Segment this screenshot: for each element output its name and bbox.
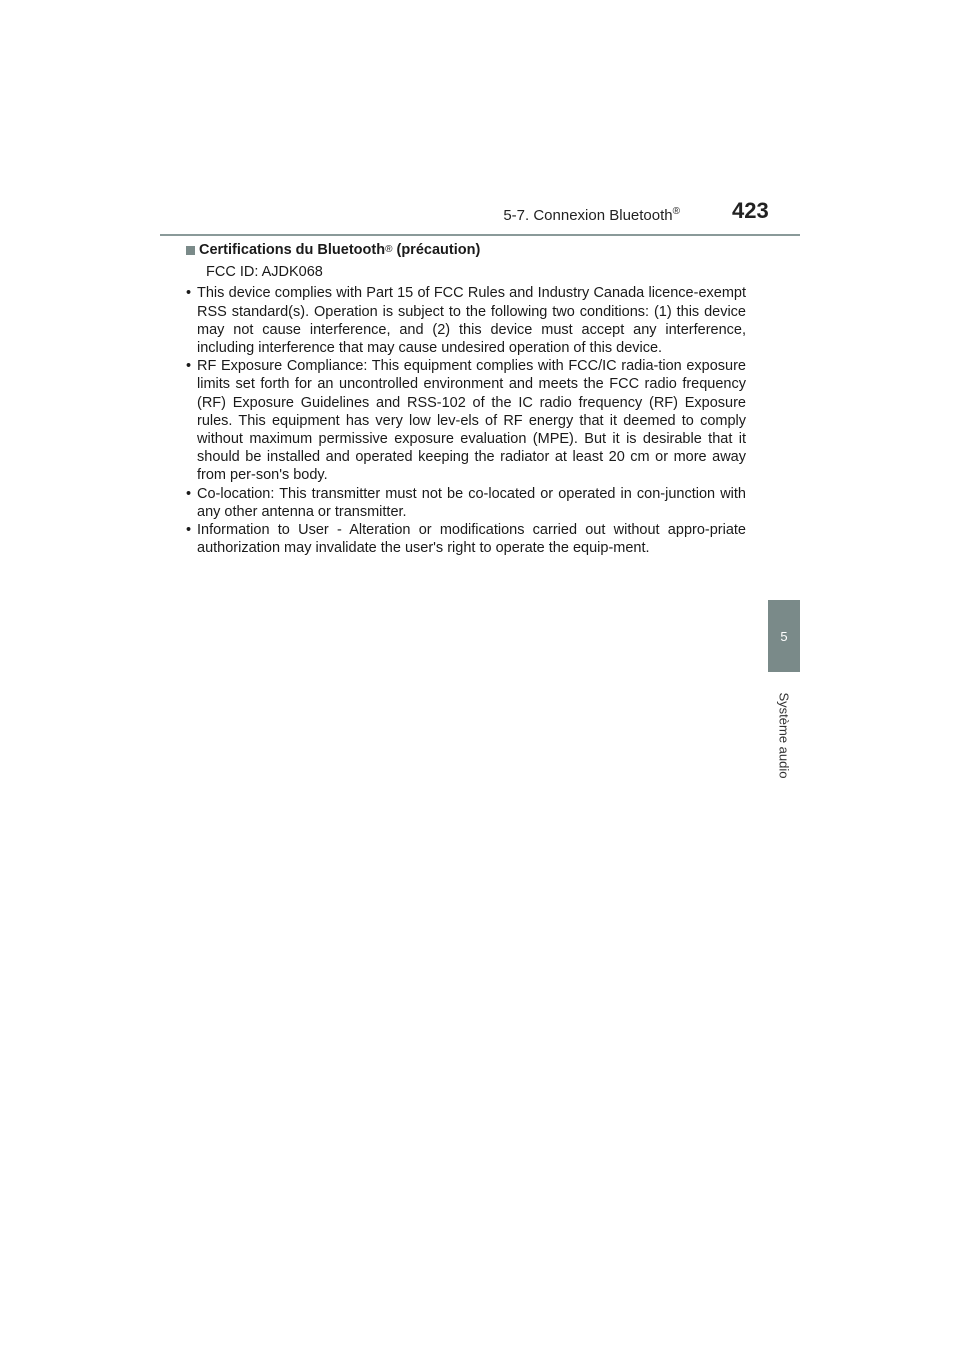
chapter-label: Système audio <box>776 692 792 778</box>
section-title: 5-7. Connexion Bluetooth® <box>503 206 680 224</box>
list-item: • Information to User - Alteration or modifications carried out without appro-priate authorization may invalidate the user's right to operate the equip-ment. <box>186 522 746 557</box>
page-number: 423 <box>732 198 769 223</box>
list-item: • Co-location: This transmitter must not be co-located or operated in con-junction with any other antenna or transmitter. <box>186 485 746 520</box>
fcc-id: FCC ID: AJDK068 <box>206 264 323 281</box>
list-item: • RF Exposure Compliance: This equipment complies with FCC/IC radia-tion exposure limits set forth for an uncontrolled environment and meets the FCC radio frequency (RF) Exposure Guidelines and RSS-102 of the IC radio frequency (RF) Exposure rules. This equipment has very low lev-els of RF energy that it deemed to comply without maximum permissive exposure evaluation (MPE). But it is desirable that it should be installed and operated keeping the radiator at least 20 cm or more away from per-son's body. <box>186 358 746 484</box>
list-item: • This device complies with Part 15 of FCC Rules and Industry Canada licence-exempt RSS standard(s). Operation is subject to the following two conditions: (1) this device may not cause interference, and (2) this device must accept any interference, including interference that may cause undesired operation of this device. <box>186 285 746 357</box>
header-divider <box>160 234 800 236</box>
main-content <box>186 241 746 557</box>
square-bullet-icon <box>186 246 195 255</box>
page-header <box>160 196 800 236</box>
section-heading: Certifications du Bluetooth ® (précaution) <box>186 241 746 259</box>
bullet-list <box>186 284 746 557</box>
chapter-tab: 5 <box>768 600 800 672</box>
